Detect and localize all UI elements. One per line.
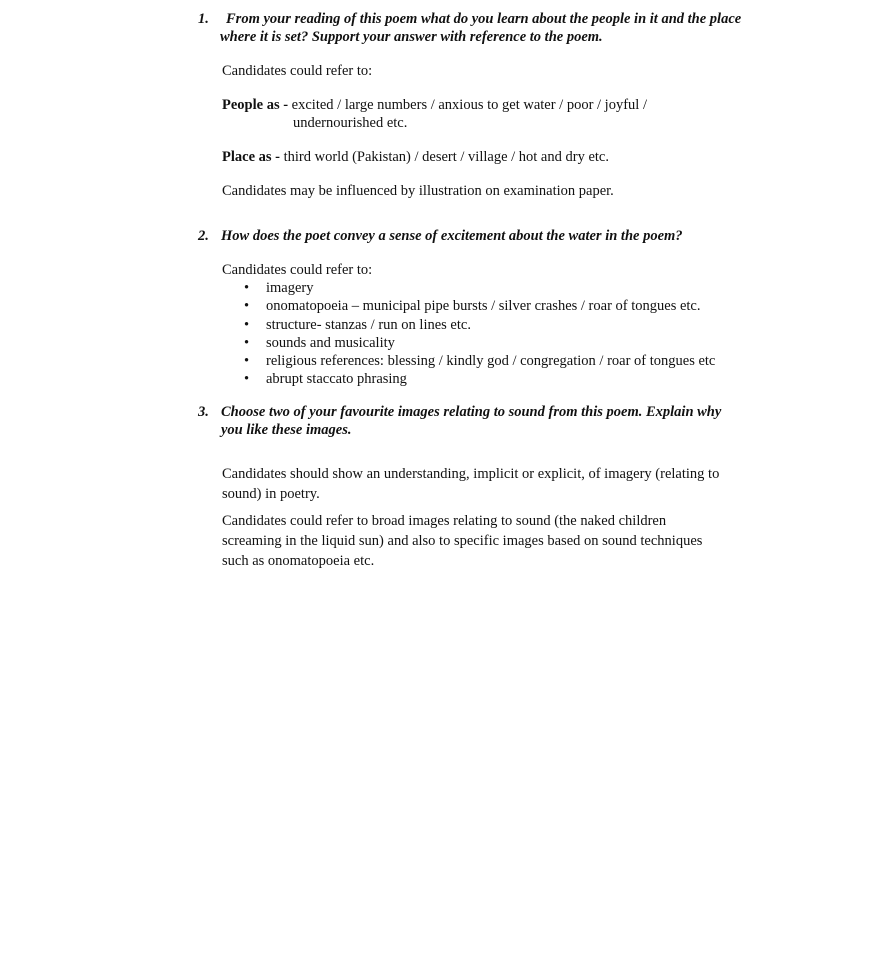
question-2-text: How does the poet convey a sense of excitement about the water in the poem? [221,228,683,244]
q1-people-text-2: undernourished etc. [293,115,408,131]
bullet-icon: • [244,316,250,333]
q2-intro: Candidates could refer to: [222,262,373,278]
q1-people-label: People as - [222,97,289,113]
bullet-icon: • [244,334,250,351]
q1-place-text: third world (Pakistan) / desert / village / hot and dry etc. [283,149,609,165]
bullet-icon: • [244,280,250,296]
question-1-number: 1. [198,11,209,27]
q1-intro: Candidates could refer to: [222,63,373,79]
question-1-text: From your reading of this poem what do you learn about the people in it and the place where it is set? Support your answer with reference to the poem. [220,11,742,45]
list-item: • imagery [244,280,314,296]
q1-place [222,148,752,166]
q3-para-2: Candidates could refer to broad images relating to sound (the naked children screaming in the liquid sun) and also to specific images based on sound techniques such as onomatopoeia etc. [222,513,703,569]
q2-bullet-list [222,279,762,389]
list-item: • structure- stanzas / run on lines etc. [244,316,471,333]
question-3-number: 3. [198,404,209,420]
bullet-icon: • [244,298,250,315]
list-item: • religious references: blessing / kindly god / congregation / roar of tongues etc [244,353,716,370]
q3-para-1: Candidates should show an understanding, implicit or explicit, of imagery (relating to sound) in poetry. [222,466,720,502]
q1-people-text-1: excited / large numbers / anxious to get water / poor / joyful / [291,97,647,113]
question-3-text: Choose two of your favourite images relating to sound from this poem. Explain why you like these images. [221,404,722,438]
list-item: • abrupt staccato phrasing [244,371,407,388]
q1-people [222,96,752,132]
question-2-number: 2. [198,228,209,244]
bullet-icon: • [244,371,250,388]
list-item: • onomatopoeia – municipal pipe bursts / silver crashes / roar of tongues etc. [244,298,701,315]
q1-place-label: Place as - [222,149,280,165]
q1-note: Candidates may be influenced by illustration on examination paper. [222,183,614,199]
bullet-icon: • [244,353,250,370]
list-item: • sounds and musicality [244,334,395,351]
